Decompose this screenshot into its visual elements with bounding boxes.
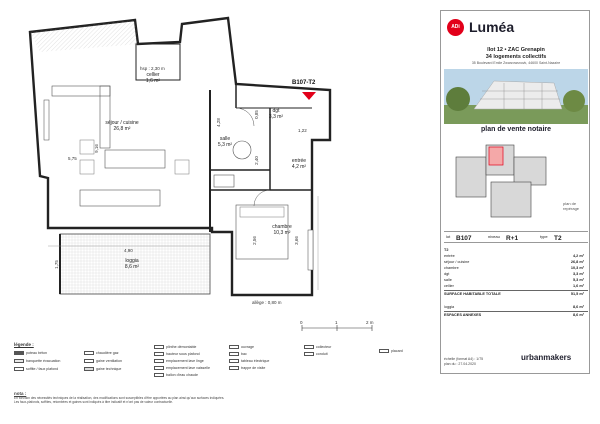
title-block	[440, 10, 590, 374]
area-row-value: 26,8 m²	[570, 260, 584, 264]
legend-item-label: bac	[241, 352, 247, 356]
legend-item-label: emplacement lave vaisselle	[166, 366, 210, 370]
legend-item-label: plinthe démontable	[166, 345, 197, 349]
legend-swatch-icon	[84, 359, 94, 363]
project-title-line2: 34 logements collectifs	[485, 54, 547, 60]
area-row-label: séjour / cuisine	[444, 260, 470, 264]
legend-title: légende :	[14, 342, 34, 347]
room-label-cellier	[140, 72, 166, 84]
dim-label: 1,75	[53, 260, 59, 269]
legend-item-label: gaine technique	[96, 367, 122, 371]
areas-heading: T2	[444, 248, 449, 252]
footer-scale: échelle (format A4) : 1/75	[444, 357, 484, 361]
lot-label: lot	[446, 234, 451, 239]
room-name: entrée	[291, 158, 307, 164]
legend-swatch-icon	[84, 351, 94, 355]
building-render-image	[444, 69, 588, 124]
legend-swatch-icon	[14, 367, 24, 371]
legend-swatch-icon	[84, 367, 94, 371]
room-label-dgt	[266, 108, 286, 120]
brand-row	[441, 11, 591, 45]
area-total-label: SURFACE HABITABLE TOTALE	[444, 292, 501, 296]
legend-item	[14, 358, 60, 365]
legend-item	[304, 344, 331, 351]
room-name: dgt	[272, 108, 280, 114]
legend-item	[229, 351, 247, 358]
plan-title: plan de vente notaire	[480, 126, 552, 133]
brand-name: Luméa	[469, 19, 515, 35]
room-label-salle	[212, 136, 238, 148]
room-label-entree	[286, 158, 312, 170]
legend-swatch-icon	[229, 359, 239, 363]
area-row-label: chambre	[444, 266, 459, 270]
legend-item-label: trappe de visite	[241, 366, 266, 370]
adi-logo: ADi	[447, 19, 464, 36]
area-row-value: 10,3 m²	[570, 266, 584, 270]
legend-item-label: banquette évacuation	[26, 359, 61, 363]
annex-label: loggia	[444, 305, 455, 309]
room-area: 8,6 m²	[124, 264, 140, 270]
room-area: 10,3 m²	[273, 230, 291, 236]
legend-item	[154, 344, 196, 351]
legend-swatch-icon	[154, 352, 164, 356]
plan-reperage-label: plan de repérage	[563, 201, 580, 211]
area-total-row	[444, 290, 588, 296]
area-rows	[444, 253, 588, 289]
notes	[14, 392, 434, 405]
area-row	[444, 283, 588, 289]
room-area: 3,3 m²	[268, 114, 284, 120]
area-row-value: 4,2 m²	[573, 254, 584, 258]
type-label: type	[540, 234, 548, 239]
dim-label: 4,28	[215, 118, 221, 127]
legend-swatch-icon	[229, 352, 239, 356]
type-value: T2	[554, 235, 562, 242]
area-row-label: dgt	[444, 272, 450, 276]
room-name: cellier	[146, 72, 160, 78]
notes-line: Les faux-plafonds, soffites, retombées et gaines sont indiqués à titre indicatif et n'ont pas de valeur contractuelle.	[14, 400, 173, 405]
legend-swatch-icon	[304, 352, 314, 356]
project-address: 35 Boulevard Emile Zwarzowsnovk, 44600 Saint-Nazaire	[471, 61, 561, 65]
notes-line: En fonction des nécessités techniques de la réalisation, des modifications sont susceptibles d'être apportées au plan ainsi qu'aux surfaces indiquées.	[14, 396, 225, 401]
dim-label: 2,40	[253, 156, 259, 165]
annex-total-value: 8,6 m²	[573, 313, 584, 317]
legend-item-label: gaine ventilation	[96, 359, 122, 363]
lot-info-row	[444, 231, 588, 243]
legend-item	[229, 358, 269, 365]
area-row-value: 5,3 m²	[573, 278, 584, 282]
legend-swatch-icon	[14, 351, 24, 355]
legend-item	[84, 350, 119, 357]
room-name: séjour / cuisine	[105, 120, 139, 126]
legend-item-label: placard	[391, 349, 403, 353]
dim-label: 3,66	[293, 236, 299, 245]
legend-item	[304, 351, 328, 358]
legend-swatch-icon	[229, 345, 239, 349]
legend-item	[379, 348, 403, 355]
project-title-line1: îlot 12 • ZAC Grenapin	[487, 47, 545, 53]
legend-swatch-icon	[154, 345, 164, 349]
niveau-label: niveau	[488, 234, 500, 239]
scale-label: 0	[300, 320, 303, 325]
location-keymap	[451, 137, 556, 227]
scale-bar	[300, 320, 380, 334]
dim-label: 4,90	[124, 248, 133, 253]
legend-swatch-icon	[154, 373, 164, 377]
annex-total-row	[444, 311, 588, 317]
lot-value: B107	[456, 235, 472, 242]
legend-item-label: chaudière gaz	[96, 351, 119, 355]
legend-item	[154, 372, 198, 379]
lot-tag: B107-T2	[292, 80, 316, 86]
scale-label: 1	[335, 320, 338, 325]
area-total-value: 51,5 m²	[570, 292, 584, 296]
legend-item-label: soffite / faux plafond	[26, 367, 59, 371]
dim-label: 0,85	[253, 110, 259, 119]
legend-swatch-icon	[229, 366, 239, 370]
dim-label: 2,56	[251, 236, 257, 245]
area-row-value: 1,6 m²	[573, 284, 584, 288]
legend-item	[14, 350, 47, 357]
legend-swatch-icon	[379, 349, 389, 353]
legend-item	[84, 358, 122, 365]
dim-label: hsp : 2,30 m	[140, 66, 165, 71]
legend-item-label: tableau électrique	[241, 359, 270, 363]
footer-date: plan du : 27.04.2020	[444, 362, 476, 366]
legend-item-label: collecteur	[316, 345, 332, 349]
legend-item-label: conduit	[316, 352, 328, 356]
legend	[14, 342, 434, 390]
legend-item	[229, 365, 265, 372]
room-label-sejour	[92, 120, 152, 132]
dim-label: 1,22	[298, 128, 307, 133]
legend-item	[84, 366, 121, 373]
legend-item	[14, 366, 58, 373]
area-row-label: cellier	[444, 284, 454, 288]
room-name: salle	[219, 136, 231, 142]
legend-item	[154, 365, 210, 372]
room-label-loggia	[112, 258, 152, 270]
dim-label: 9,16	[93, 144, 99, 153]
notes-title: nota :	[14, 391, 27, 396]
room-area: 5,3 m²	[217, 142, 233, 148]
room-name: loggia	[125, 258, 139, 264]
architect-logo: urbanmakers	[521, 353, 572, 362]
area-row-label: salle	[444, 278, 452, 282]
scale-label: 2 m	[366, 320, 374, 325]
niveau-value: R+1	[506, 235, 519, 242]
legend-swatch-icon	[154, 366, 164, 370]
legend-item-label: emplacement lave linge	[166, 359, 204, 363]
legend-item-label: hauteur sous plafond	[166, 352, 200, 356]
dim-label: 5,75	[68, 156, 77, 161]
legend-swatch-icon	[304, 345, 314, 349]
legend-swatch-icon	[14, 359, 24, 363]
legend-item	[154, 351, 200, 358]
room-area: 26,8 m²	[113, 126, 131, 132]
dim-label: allège : 0,80 m	[252, 300, 282, 305]
legend-item-label: poteau béton	[26, 351, 47, 355]
project-title	[441, 47, 591, 61]
room-name: chambre	[272, 224, 292, 230]
annex-value: 8,6 m²	[573, 305, 584, 309]
annex-total-label: ESPACES ANNEXES	[444, 313, 482, 317]
legend-swatch-icon	[154, 359, 164, 363]
area-row-label: entrée	[444, 254, 455, 258]
footer-meta	[444, 357, 483, 367]
annex-row	[444, 304, 588, 310]
room-area: 1,6 m²	[145, 78, 161, 84]
areas-table	[444, 247, 588, 317]
legend-item-label: ballon d'eau chaude	[166, 373, 199, 377]
room-area: 4,2 m²	[291, 164, 307, 170]
legend-item	[154, 358, 204, 365]
legend-item-label: ouvrage	[241, 345, 254, 349]
room-label-chambre	[262, 224, 302, 236]
area-row-value: 3,3 m²	[573, 272, 584, 276]
legend-item	[229, 344, 254, 351]
